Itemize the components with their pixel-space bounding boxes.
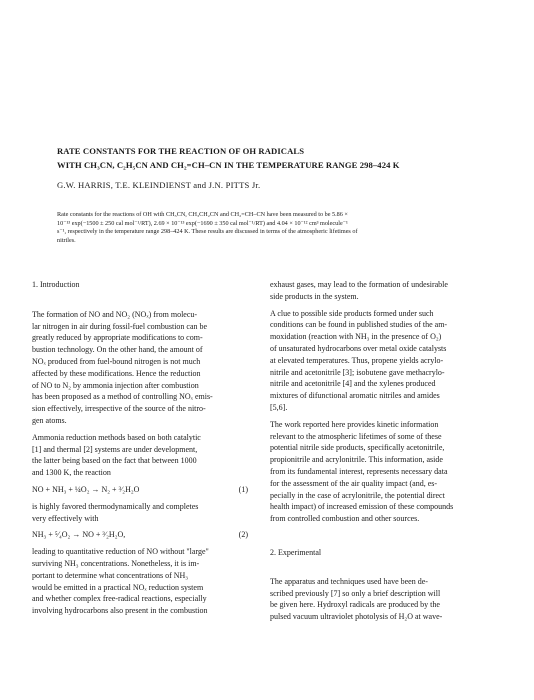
- experimental-paragraph-1: [270, 576, 482, 623]
- text-line: NOₓ produced from fuel-bound nitrogen is not much: [32, 356, 201, 366]
- intro-paragraph-6: [270, 308, 482, 414]
- author-list: G.W. HARRIS, T.E. KLEINDIENST and J.N. PITTS Jr.: [57, 180, 261, 190]
- abstract-line: nitriles.: [57, 236, 76, 244]
- text-line: health impact) of increased emission of these compounds: [270, 502, 454, 512]
- text-line: would be emitted in a practical NOₓ reduction system: [32, 582, 204, 592]
- text-line: sion effectively, irrespective of the source of the nitro-: [32, 404, 206, 414]
- text-line: of unsaturated hydrocarbons over metal oxide catalysts: [270, 343, 447, 353]
- text-line: greatly reduced by appropriate modifications to com-: [32, 333, 203, 343]
- text-line: The formation of NO and NO₂ (NOₓ) from molecu-: [32, 309, 198, 319]
- intro-paragraph-1: [32, 309, 244, 427]
- text-line: pecially in the case of acrylonitrile, the potential direct: [270, 490, 445, 500]
- equation-1: [32, 484, 248, 496]
- equation-1-number: (1): [238, 484, 248, 494]
- text-line: moxidation (reaction with NH₃ in the presence of O₂): [270, 332, 442, 342]
- text-line: at elevated temperatures. Thus, propene yields acrylo-: [270, 355, 444, 365]
- text-line: The work reported here provides kinetic information: [270, 419, 439, 429]
- text-line: of NO to N₂ by ammonia injection after combustion: [32, 380, 199, 390]
- intro-paragraph-4: [32, 546, 244, 617]
- text-line: scribed previously [7] so only a brief description will: [270, 588, 441, 598]
- text-line: for the assessment of the air quality impact (and, es-: [270, 478, 438, 488]
- text-line: involving hydrocarbons also present in the combustion: [32, 606, 208, 616]
- title-line: RATE CONSTANTS FOR THE REACTION OF OH RADICALS: [57, 146, 305, 156]
- text-line: and 1300 K, the reaction: [32, 468, 111, 478]
- text-line: propionitrile and acrylonitrile. This information, aside: [270, 455, 443, 465]
- text-line: Ammonia reduction methods based on both catalytic: [32, 432, 201, 442]
- abstract: [57, 211, 477, 245]
- text-line: bustion technology. On the other hand, the amount of: [32, 345, 203, 355]
- text-line: mixtures of difunctional aromatic nitriles and amides: [270, 391, 440, 401]
- text-line: leading to quantitative reduction of NO without "large": [32, 547, 209, 557]
- abstract-line: 10⁻¹³ exp(−1500 ± 250 cal mol⁻¹/RT), 2.69 × 10⁻¹³ exp(−1690 ± 350 cal mol⁻¹/RT) and 4.04 × 10⁻¹² cm³ molecule⁻¹: [57, 219, 348, 227]
- intro-paragraph-5: [270, 279, 482, 303]
- equation-2: [32, 529, 248, 541]
- text-line: potential nitrile side products, specifically acetonitrile,: [270, 443, 445, 453]
- text-line: has been proposed as a method of controlling NOₓ emis-: [32, 392, 213, 402]
- text-line: A clue to possible side products formed under such: [270, 308, 434, 318]
- text-line: [1] and thermal [2] systems are under development,: [32, 444, 198, 454]
- left-column: [32, 279, 248, 617]
- text-line: and whether complex free-radical reactions, especially: [32, 594, 207, 604]
- text-line: surviving NH₃ concentrations. Nonetheless, it is im-: [32, 558, 200, 568]
- text-line: from its fundamental interest, represents necessary data: [270, 466, 448, 476]
- text-line: gen atoms.: [32, 415, 67, 425]
- text-line: very effectively with: [32, 513, 99, 523]
- text-line: exhaust gases, may lead to the formation of undesirable: [270, 280, 448, 289]
- text-line: nitrile and acetonitrile [4] and the xylenes produced: [270, 379, 436, 389]
- text-line: relevant to the atmospheric lifetimes of some of these: [270, 431, 442, 441]
- paper-title: [57, 144, 497, 172]
- text-line: nitrile and acetonitrile [3]; isobutene gave methacrylo-: [270, 367, 445, 377]
- text-line: pulsed vacuum ultraviolet photolysis of H₂O at wave-: [270, 612, 443, 622]
- abstract-line: Rate constants for the reactions of OH with CH₃CN, CH₃CH₂CN and CH₂=CH–CN have been measured to be 5.86 ×: [57, 211, 348, 218]
- text-line: side products in the system.: [270, 291, 359, 301]
- abstract-line: s⁻¹, respectively in the temperature range 298–424 K. These results are discussed in terms of the atmospheric lifetimes of: [57, 228, 358, 235]
- section-heading-introduction: 1. Introduction: [32, 280, 80, 289]
- equation-2-body: NH₃ + ⁵⁄₄O₂ → NO + ³⁄₂H₂O,: [32, 530, 126, 540]
- text-line: affected by these modifications. Hence the reduction: [32, 368, 201, 378]
- text-line: lar nitrogen in air during fossil-fuel combustion can be: [32, 321, 208, 331]
- text-line: The apparatus and techniques used have been de-: [270, 576, 428, 586]
- intro-paragraph-3: [32, 501, 244, 525]
- section-heading-experimental: 2. Experimental: [270, 547, 322, 557]
- right-column: [270, 279, 482, 623]
- text-line: from controlled combustion and other sources.: [270, 514, 420, 524]
- text-line: conditions can be found in published studies of the am-: [270, 320, 448, 330]
- text-line: is highly favored thermodynamically and completes: [32, 501, 199, 511]
- text-line: portant to determine what concentrations of NH₃: [32, 570, 189, 580]
- equation-1-body: NO + NH₃ + ¼O₂ → N₂ + ³⁄₂H₂O: [32, 484, 140, 494]
- title-line: WITH CH₃CN, C₂H₅CN AND CH₂=CH–CN IN THE TEMPERATURE RANGE 298–424 K: [57, 160, 400, 170]
- text-line: be given here. Hydroxyl radicals are produced by the: [270, 600, 440, 610]
- intro-paragraph-2: [32, 432, 244, 479]
- intro-paragraph-7: [270, 419, 482, 525]
- equation-2-number: (2): [238, 530, 248, 540]
- text-line: the latter being based on the fact that between 1000: [32, 456, 197, 466]
- text-line: [5,6].: [270, 402, 288, 412]
